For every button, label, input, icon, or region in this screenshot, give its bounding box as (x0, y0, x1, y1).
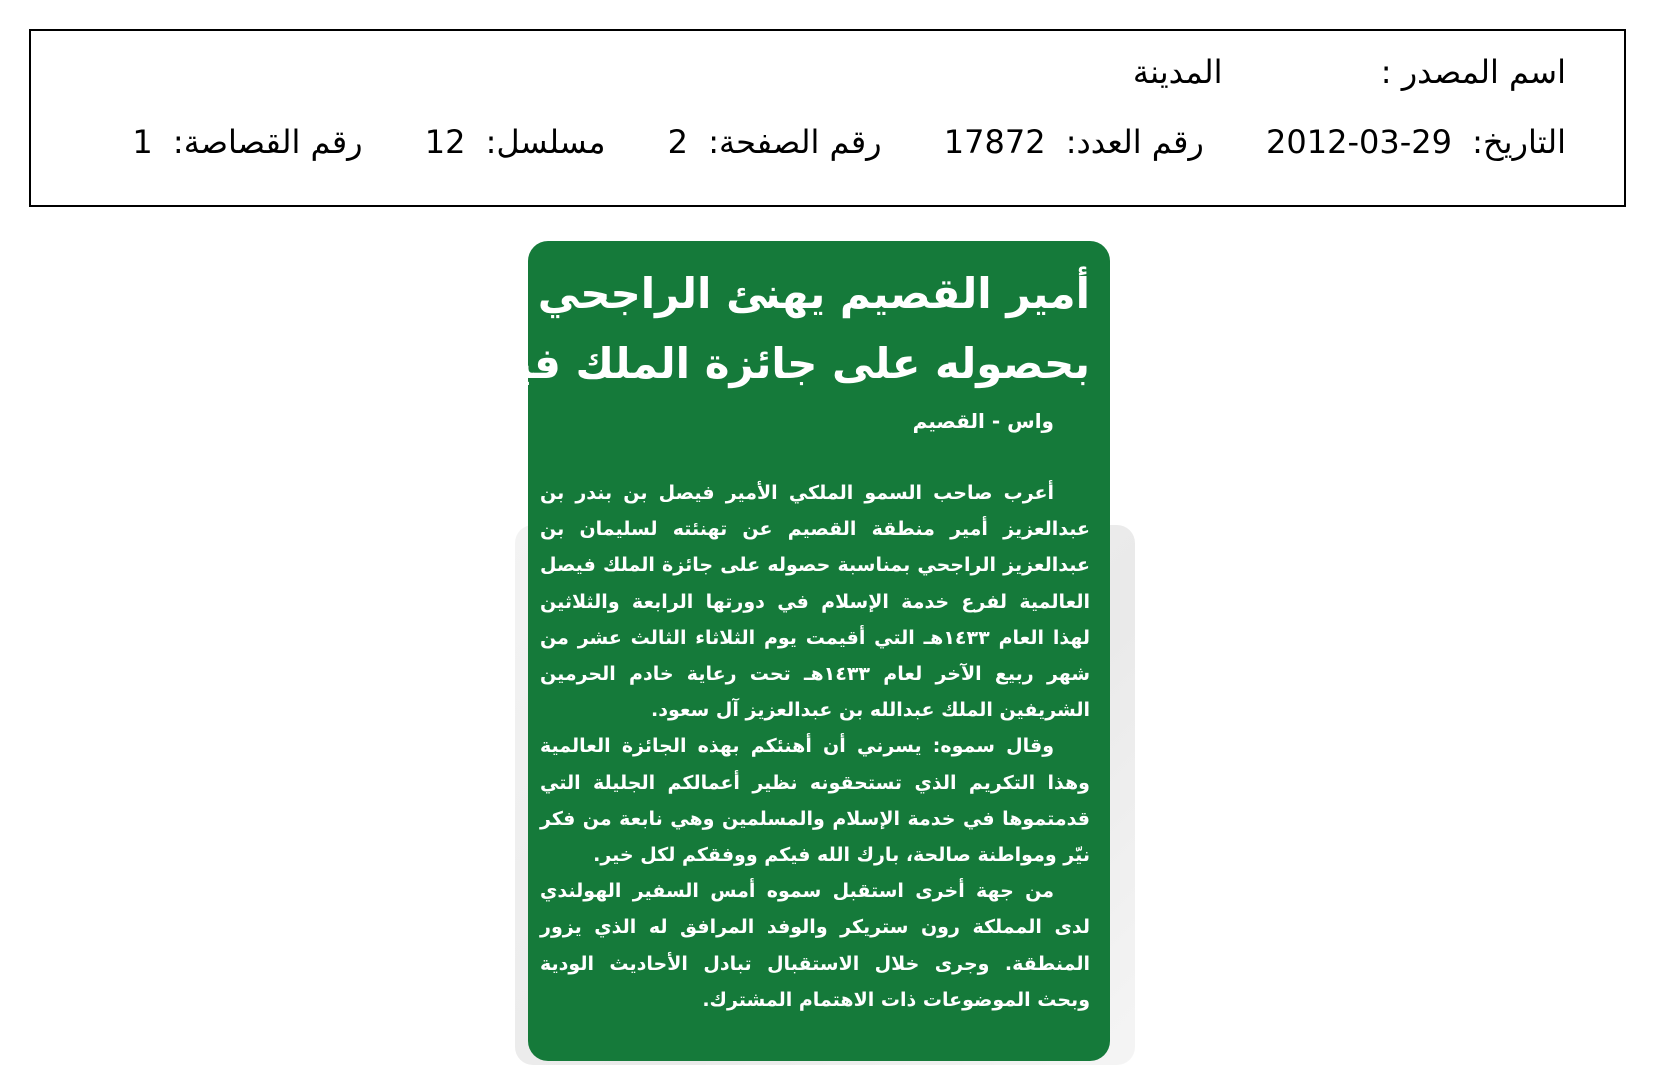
metadata-row (132, 123, 1566, 161)
date-field (1266, 123, 1566, 161)
date-value: 2012-03-29 (1266, 123, 1452, 161)
article-paragraph: أعرب صاحب السمو الملكي الأمير فيصل بن بندر بن عبدالعزيز أمير منطقة القصيم عن تهنئته لسليمان بن عبدالعزيز الراجحي بمناسبة حصوله على جائزة الملك فيصل العالمية لفرع خدمة الإسلام في دورتها الرابعة والثلاثين لهذا العام ١٤٣٣هـ التي أقيمت يوم الثلاثاء الثالث عشر من شهر ربيع الآخر لعام ١٤٣٣هـ تحت رعاية خادم الحرمين الشريفين الملك عبدالله بن عبدالعزيز آل سعود. (540, 482, 1091, 722)
source-label: اسم المصدر : (1380, 53, 1566, 91)
page-field (668, 123, 882, 161)
clip-number-field (132, 123, 362, 161)
article-paragraph: من جهة أخرى استقبل سموه أمس السفير الهولندي لدى المملكة رون ستريكر والوفد المرافق له الذي يزور المنطقة. وجرى خلال الاستقبال تبادل الأحاديث الودية وبحث الموضوعات ذات الاهتمام المشترك. (540, 880, 1090, 1011)
issue-field (944, 123, 1204, 161)
clip-number-label: رقم القصاصة: (172, 123, 363, 161)
page-label: رقم الصفحة: (708, 123, 882, 161)
clipping-info-box (29, 29, 1626, 207)
headline-line-1: أمير القصيم يهنئ الراجحي (537, 269, 1090, 318)
headline-line-2: بحصوله على جائزة الملك فيصل (437, 339, 1090, 388)
date-label: التاريخ: (1472, 123, 1566, 161)
source-value: المدينة (1132, 53, 1223, 91)
page-value: 2 (667, 123, 689, 161)
issue-value: 17872 (943, 123, 1046, 161)
serial-field (425, 123, 606, 161)
source-row (1133, 53, 1566, 91)
clip-number-value: 1 (132, 123, 153, 161)
article-body (540, 475, 1090, 1018)
article-paragraph: وقال سموه: يسرني أن أهنئكم بهذه الجائزة العالمية وهذا التكريم الذي تستحقونه نظير أعمالكم الجليلة التي قدمتموها في خدمة الإسلام والمسلمين وهي نابعة من فكر نيّر ومواطنة صالحة، بارك الله فيكم ووفقكم لكل خير. (540, 735, 1090, 867)
issue-label: رقم العدد: (1065, 123, 1204, 161)
serial-value: 12 (424, 123, 466, 161)
article-byline: واس - القصيم (912, 409, 1054, 433)
news-clipping (437, 241, 1110, 1061)
serial-label: مسلسل: (485, 123, 606, 161)
article-headline (437, 259, 1090, 399)
